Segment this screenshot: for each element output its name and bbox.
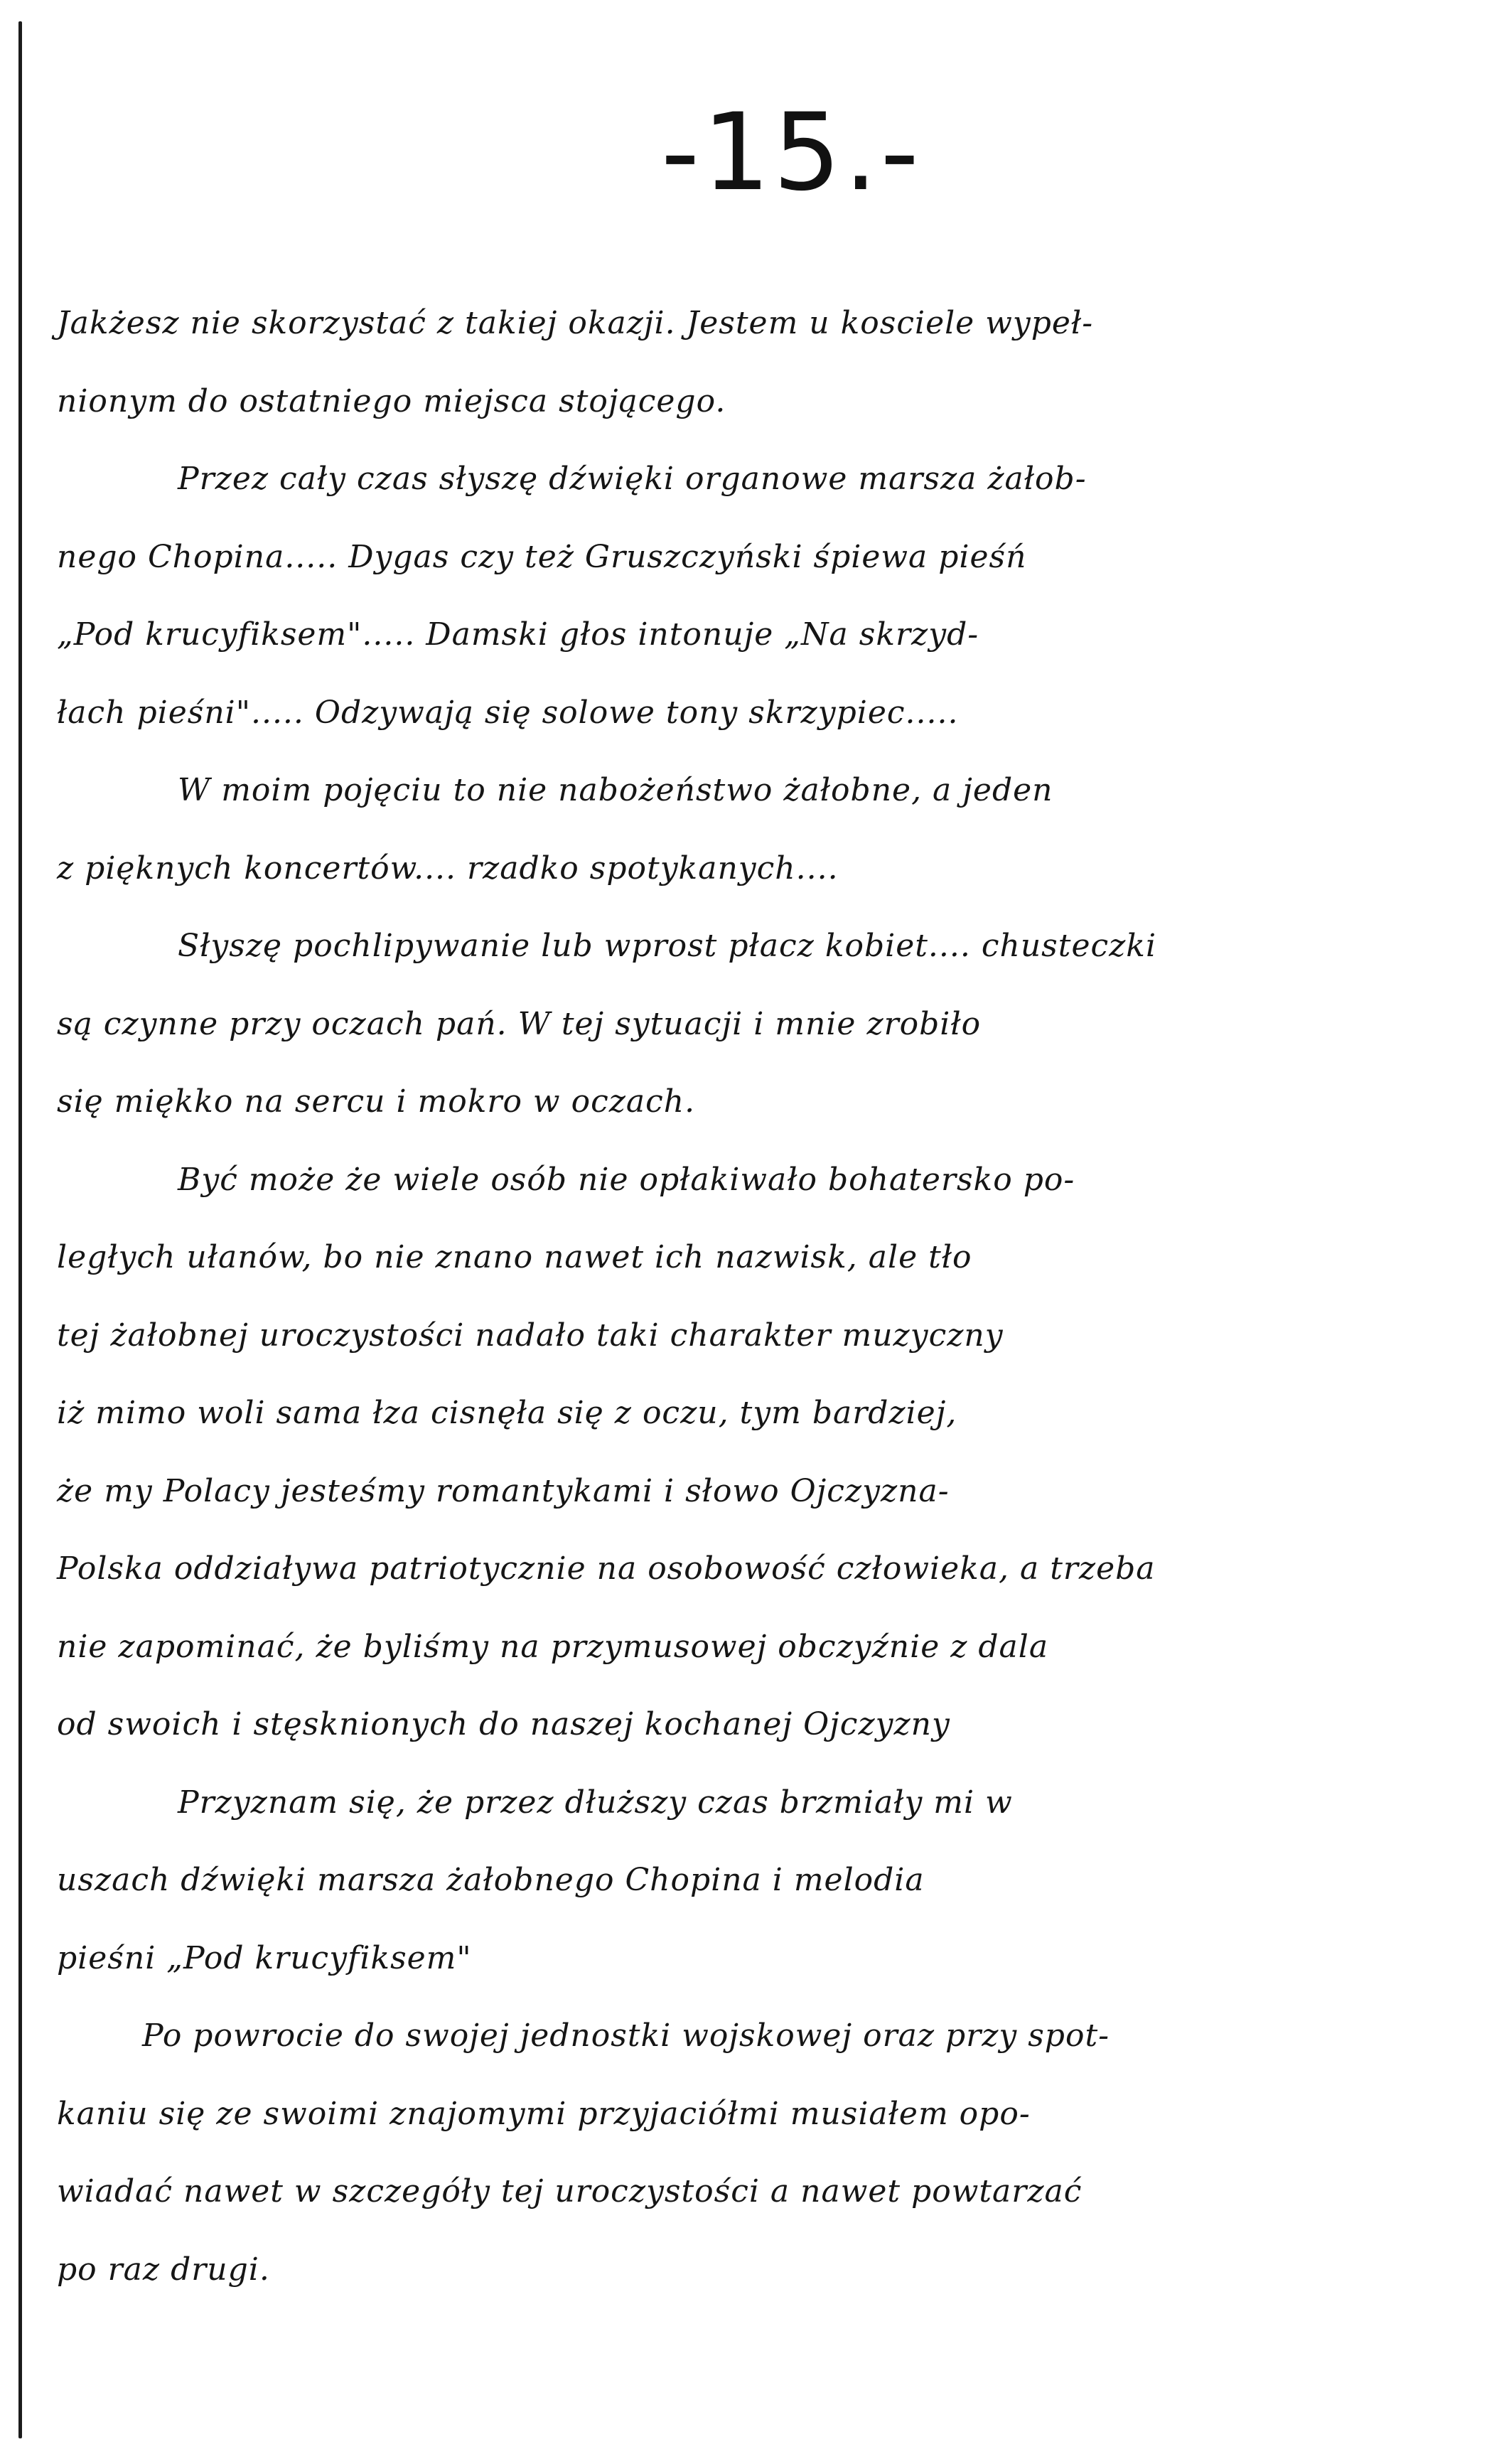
text-line: Polska oddziaływa patriotycznie na osobowość człowieka, a trzeba [57,1550,1156,1587]
text-line: W moim pojęciu to nie nabożeństwo żałobne, a jeden [178,772,1053,808]
text-line: nie zapominać, że byliśmy na przymusowej obczyźnie z dala [57,1628,1049,1665]
text-line: po raz drugi. [57,2251,270,2288]
text-line: tej żałobnej uroczystości nadało taki charakter muzyczny [57,1317,1004,1354]
text-line: nego Chopina..... Dygas czy też Gruszczyński śpiewa pieśń [57,538,1027,575]
text-line: ległych ułanów, bo nie znano nawet ich nazwisk, ale tło [57,1239,972,1275]
page-number: -15.- [661,91,922,215]
text-line: wiadać nawet w szczegóły tej uroczystości a nawet powtarzać [57,2173,1083,2209]
text-line: Przez cały czas słyszę dźwięki organowe marsza żałob- [178,461,1087,497]
text-line: są czynne przy oczach pań. W tej sytuacji i mnie zrobiło [57,1005,982,1042]
text-line: Po powrocie do swojej jednostki wojskowej oraz przy spot- [142,2018,1110,2054]
handwritten-body [57,284,1471,2308]
text-line: kaniu się ze swoimi znajomymi przyjaciółmi musiałem opo- [57,2095,1031,2132]
text-line: Przyznam się, że przez dłuższy czas brzmiały mi w [178,1784,1013,1821]
text-line: od swoich i stęsknionych do naszej kochanej Ojczyzny [57,1706,950,1742]
text-line: uszach dźwięki marsza żałobnego Chopina i melodia [57,1862,925,1898]
text-line: się miękko na sercu i mokro w oczach. [57,1083,696,1120]
text-line: z pięknych koncertów.... rzadko spotykanych.... [57,850,839,886]
text-line: iż mimo woli sama łza cisnęła się z oczu, tym bardziej, [57,1395,957,1431]
text-line: pieśni „Pod krucyfiksem" [57,1939,472,1976]
text-line: że my Polacy jesteśmy romantykami i słowo Ojczyzna- [57,1472,950,1509]
text-line: łach pieśni"..... Odzywają się solowe tony skrzypiec..... [57,694,959,731]
text-line: Być może że wiele osób nie opłakiwało bohatersko po- [178,1161,1075,1198]
left-margin-line [18,21,22,2438]
text-line: Jakżesz nie skorzystać z takiej okazji. Jestem u kosciele wypeł- [57,305,1094,341]
text-line: „Pod krucyfiksem"..... Damski głos intonuje „Na skrzyd- [57,616,979,653]
text-line: nionym do ostatniego miejsca stojącego. [57,382,726,419]
text-line: Słyszę pochlipywanie lub wprost płacz kobiet.... chusteczki [178,928,1157,964]
